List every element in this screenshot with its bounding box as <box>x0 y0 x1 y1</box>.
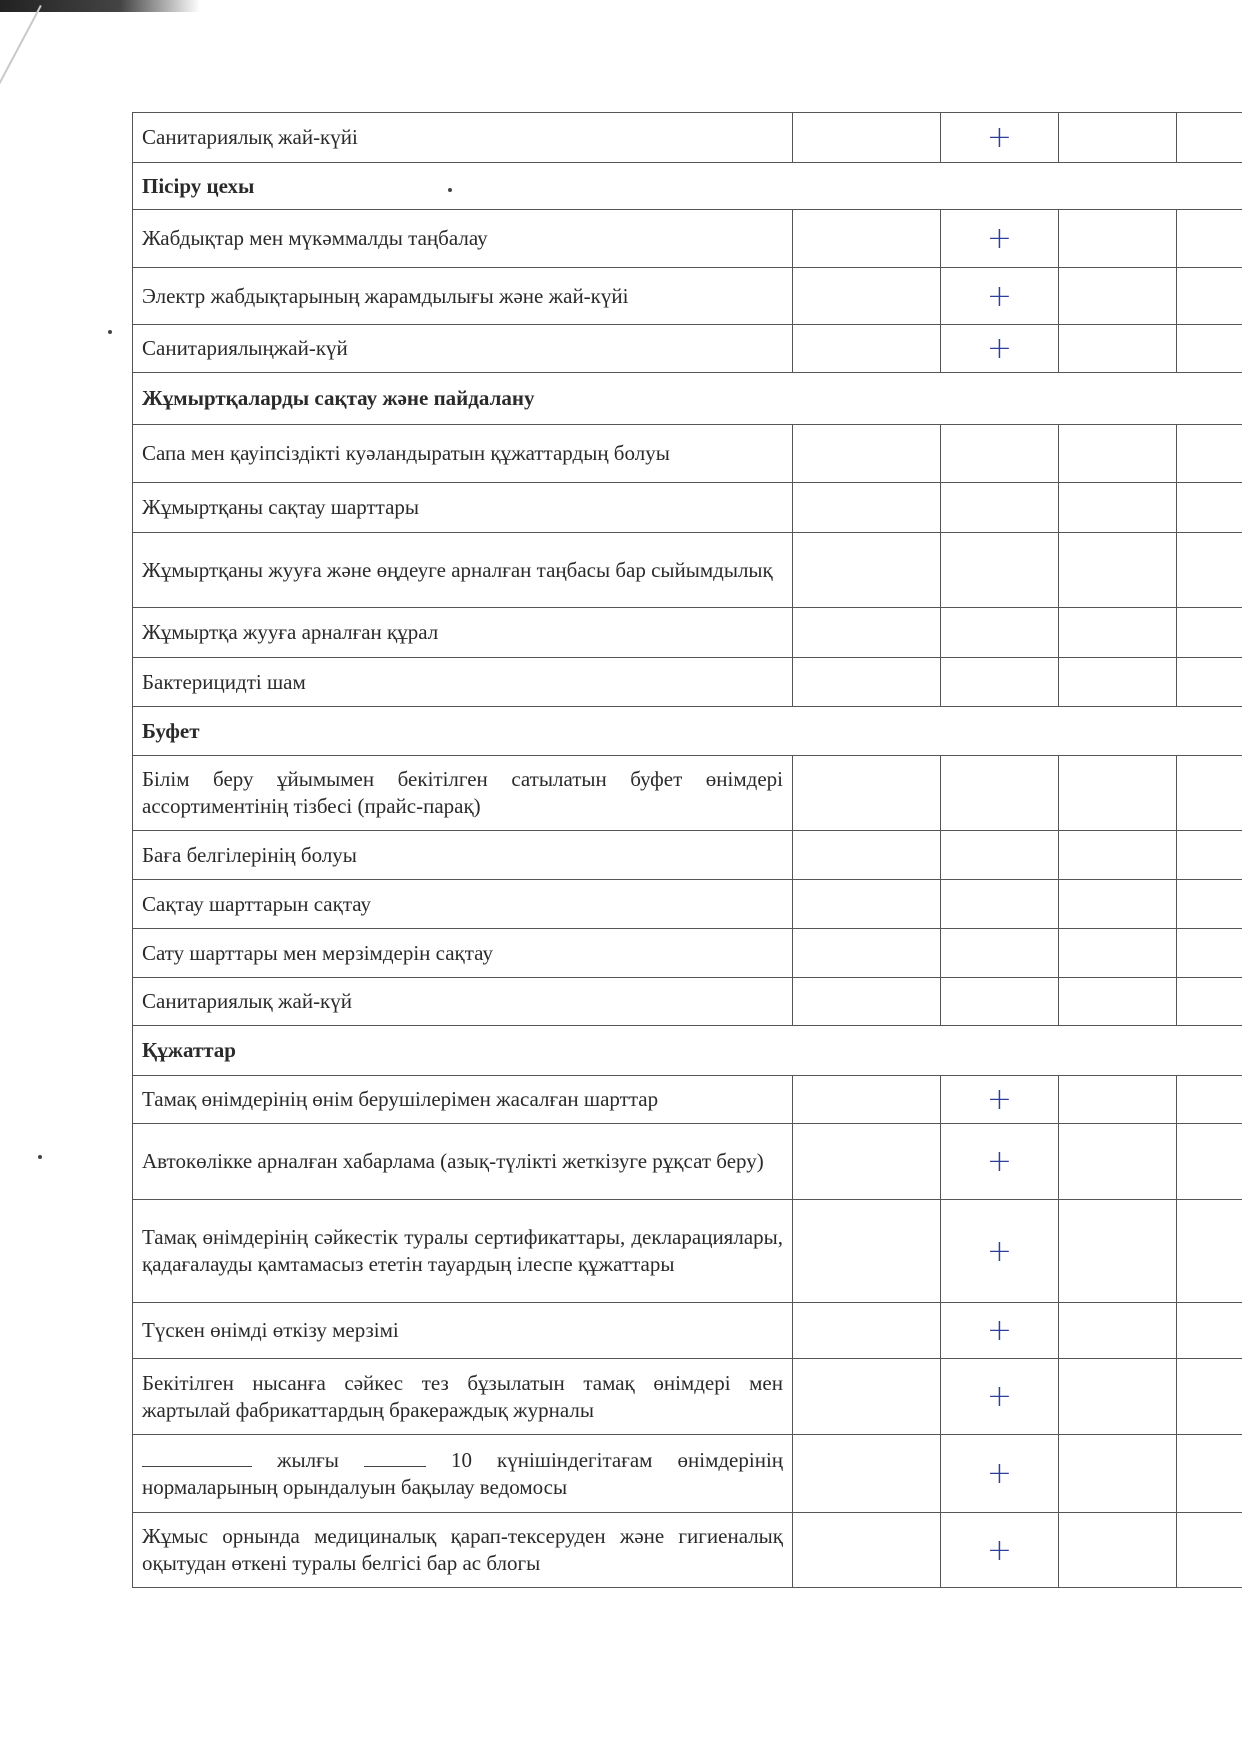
empty-cell <box>1177 1435 1242 1513</box>
empty-cell <box>793 1359 941 1435</box>
table-row <box>133 1435 1242 1513</box>
empty-cell <box>793 929 941 978</box>
scan-edge-shadow <box>0 0 200 12</box>
empty-cell <box>793 831 941 880</box>
checkmark-plus: + <box>941 268 1059 325</box>
empty-cell <box>1059 880 1177 929</box>
fill-blank-year <box>142 1448 252 1467</box>
checkmark-cell <box>941 483 1059 533</box>
empty-cell <box>1177 1076 1242 1124</box>
criterion-text-part: жылғы <box>277 1447 339 1472</box>
empty-cell <box>793 268 941 325</box>
section-header-row <box>133 707 1242 756</box>
checkmark-plus: + <box>941 1124 1059 1200</box>
empty-cell <box>1177 831 1242 880</box>
empty-cell <box>1177 1124 1242 1200</box>
empty-cell <box>793 880 941 929</box>
criterion-text: Санитариялық жай-күй <box>133 978 793 1026</box>
empty-cell <box>1177 978 1242 1026</box>
table-row <box>133 1200 1242 1303</box>
checkmark-cell <box>941 608 1059 658</box>
empty-cell <box>1059 978 1177 1026</box>
empty-cell <box>793 325 941 373</box>
empty-cell <box>1177 425 1242 483</box>
table-row <box>133 1303 1242 1359</box>
empty-cell <box>1177 608 1242 658</box>
empty-cell <box>1059 658 1177 707</box>
empty-cell <box>1177 1200 1242 1303</box>
fill-blank-period <box>364 1448 426 1467</box>
empty-cell <box>793 1076 941 1124</box>
empty-cell <box>793 1435 941 1513</box>
empty-cell <box>1177 1513 1242 1588</box>
empty-cell <box>1177 483 1242 533</box>
empty-cell <box>1059 929 1177 978</box>
empty-cell <box>1059 1200 1177 1303</box>
inspection-checklist-table <box>132 112 1242 1588</box>
criterion-text: Жұмыртқа жууға арналған құрал <box>133 608 793 658</box>
empty-cell <box>1059 533 1177 608</box>
criterion-text: Баға белгілерінің болуы <box>133 831 793 880</box>
empty-cell <box>1177 756 1242 831</box>
table-row <box>133 113 1242 163</box>
checkmark-plus: + <box>941 1435 1059 1513</box>
empty-cell <box>793 608 941 658</box>
criterion-text: Сақтау шарттарын сақтау <box>133 880 793 929</box>
section-header-row <box>133 1026 1242 1076</box>
empty-cell <box>793 1303 941 1359</box>
checkmark-plus: + <box>941 1513 1059 1588</box>
empty-cell <box>1059 1513 1177 1588</box>
empty-cell <box>793 425 941 483</box>
empty-cell <box>1059 756 1177 831</box>
table-row <box>133 658 1242 707</box>
empty-cell <box>793 1513 941 1588</box>
checkmark-plus: + <box>941 210 1059 268</box>
table-row <box>133 1124 1242 1200</box>
empty-cell <box>1059 268 1177 325</box>
checkmark-cell <box>941 756 1059 831</box>
checkmark-plus: + <box>941 1303 1059 1359</box>
checkmark-cell <box>941 425 1059 483</box>
table-row <box>133 483 1242 533</box>
empty-cell <box>1177 325 1242 373</box>
section-title: Буфет <box>133 707 793 756</box>
criterion-text: Тамақ өнімдерінің сәйкестік туралы сертификаттары, декларациялары, қадағалауды қамтамасыз ететін тауардың ілеспе құжаттары <box>133 1200 793 1303</box>
table-row <box>133 756 1242 831</box>
table-row <box>133 325 1242 373</box>
scan-speck <box>108 330 112 334</box>
empty-cell <box>1059 113 1177 163</box>
checkmark-cell <box>941 831 1059 880</box>
empty-cell <box>1177 210 1242 268</box>
empty-cell <box>1059 1435 1177 1513</box>
section-title: Жұмыртқаларды сақтау және пайдалану <box>133 373 793 425</box>
empty-cell <box>793 1124 941 1200</box>
table-row <box>133 831 1242 880</box>
checkmark-plus: + <box>941 1359 1059 1435</box>
criterion-text: Сату шарттары мен мерзімдерін сақтау <box>133 929 793 978</box>
empty-cell <box>793 210 941 268</box>
empty-cell <box>1177 658 1242 707</box>
checkmark-plus: + <box>941 113 1059 163</box>
section-spacer <box>793 373 1242 425</box>
empty-cell <box>1059 325 1177 373</box>
empty-cell <box>1059 210 1177 268</box>
criterion-text: Жұмыртқаны жууға және өңдеуге арналған таңбасы бар сыйымдылық <box>133 533 793 608</box>
checkmark-cell <box>941 658 1059 707</box>
table-row <box>133 1359 1242 1435</box>
criterion-text: Автокөлікке арналған хабарлама (азық-түлікті жеткізуге рұқсат беру) <box>133 1124 793 1200</box>
empty-cell <box>1059 483 1177 533</box>
empty-cell <box>793 978 941 1026</box>
table-row <box>133 268 1242 325</box>
table-row <box>133 608 1242 658</box>
checkmark-plus: + <box>941 1076 1059 1124</box>
criterion-text: Тамақ өнімдерінің өнім берушілерімен жасалған шарттар <box>133 1076 793 1124</box>
empty-cell <box>793 483 941 533</box>
criterion-text: Бекітілген нысанға сәйкес тез бұзылатын тамақ өнімдері мен жартылай фабрикаттардың бракераждық журналы <box>133 1359 793 1435</box>
empty-cell <box>1059 1359 1177 1435</box>
empty-cell <box>793 756 941 831</box>
empty-cell <box>1059 425 1177 483</box>
empty-cell <box>1177 1303 1242 1359</box>
checkmark-plus: + <box>941 325 1059 373</box>
criterion-text: Түскен өнімді өткізу мерзімі <box>133 1303 793 1359</box>
empty-cell <box>1059 831 1177 880</box>
criterion-text-part: 10 күнішіндегітағам өнімдерінің нормаларының орындалуын бақылау ведомосы <box>142 1447 784 1499</box>
section-spacer <box>793 707 1242 756</box>
table-row <box>133 210 1242 268</box>
empty-cell <box>793 533 941 608</box>
table-row <box>133 1076 1242 1124</box>
table-row <box>133 880 1242 929</box>
empty-cell <box>1177 929 1242 978</box>
criterion-text: Электр жабдықтарының жарамдылығы және жай-күйі <box>133 268 793 325</box>
empty-cell <box>1059 1124 1177 1200</box>
criterion-text: Санитариялыңжай-күй <box>133 325 793 373</box>
criterion-text: Жұмыртқаны сақтау шарттары <box>133 483 793 533</box>
checkmark-cell <box>941 929 1059 978</box>
empty-cell <box>1177 113 1242 163</box>
table-row <box>133 929 1242 978</box>
empty-cell <box>1059 1076 1177 1124</box>
checkmark-cell <box>941 880 1059 929</box>
scan-speck <box>38 1155 42 1159</box>
table-row <box>133 425 1242 483</box>
section-spacer <box>793 1026 1242 1076</box>
section-header-row <box>133 373 1242 425</box>
empty-cell <box>1177 880 1242 929</box>
empty-cell <box>1177 1359 1242 1435</box>
empty-cell <box>1059 608 1177 658</box>
checkmark-plus: + <box>941 1200 1059 1303</box>
criterion-text: Білім беру ұйымымен бекітілген сатылатын буфет өнімдері ассортиментінің тізбесі (прайс-парақ) <box>133 756 793 831</box>
criterion-text-with-blanks <box>133 1435 793 1513</box>
empty-cell <box>793 658 941 707</box>
scan-crease <box>0 5 42 236</box>
checkmark-cell <box>941 533 1059 608</box>
criterion-text: Санитариялық жай-күйі <box>133 113 793 163</box>
empty-cell <box>1177 268 1242 325</box>
empty-cell <box>1059 1303 1177 1359</box>
criterion-text: Жұмыс орнында медициналық қарап-тексеруден және гигиеналық оқытудан өткені туралы белгісі бар ас блогы <box>133 1513 793 1588</box>
empty-cell <box>1177 533 1242 608</box>
empty-cell <box>793 113 941 163</box>
section-header-row <box>133 163 1242 210</box>
table-row <box>133 533 1242 608</box>
empty-cell <box>793 1200 941 1303</box>
table-row <box>133 1513 1242 1588</box>
section-title: Құжаттар <box>133 1026 793 1076</box>
criterion-text: Бактерицидті шам <box>133 658 793 707</box>
section-title: Пісіру цехы <box>133 163 793 210</box>
criterion-text: Сапа мен қауіпсіздікті куәландыратын құжаттардың болуы <box>133 425 793 483</box>
table-row <box>133 978 1242 1026</box>
criterion-text: Жабдықтар мен мүкәммалды таңбалау <box>133 210 793 268</box>
checkmark-cell <box>941 978 1059 1026</box>
section-spacer <box>793 163 1242 210</box>
